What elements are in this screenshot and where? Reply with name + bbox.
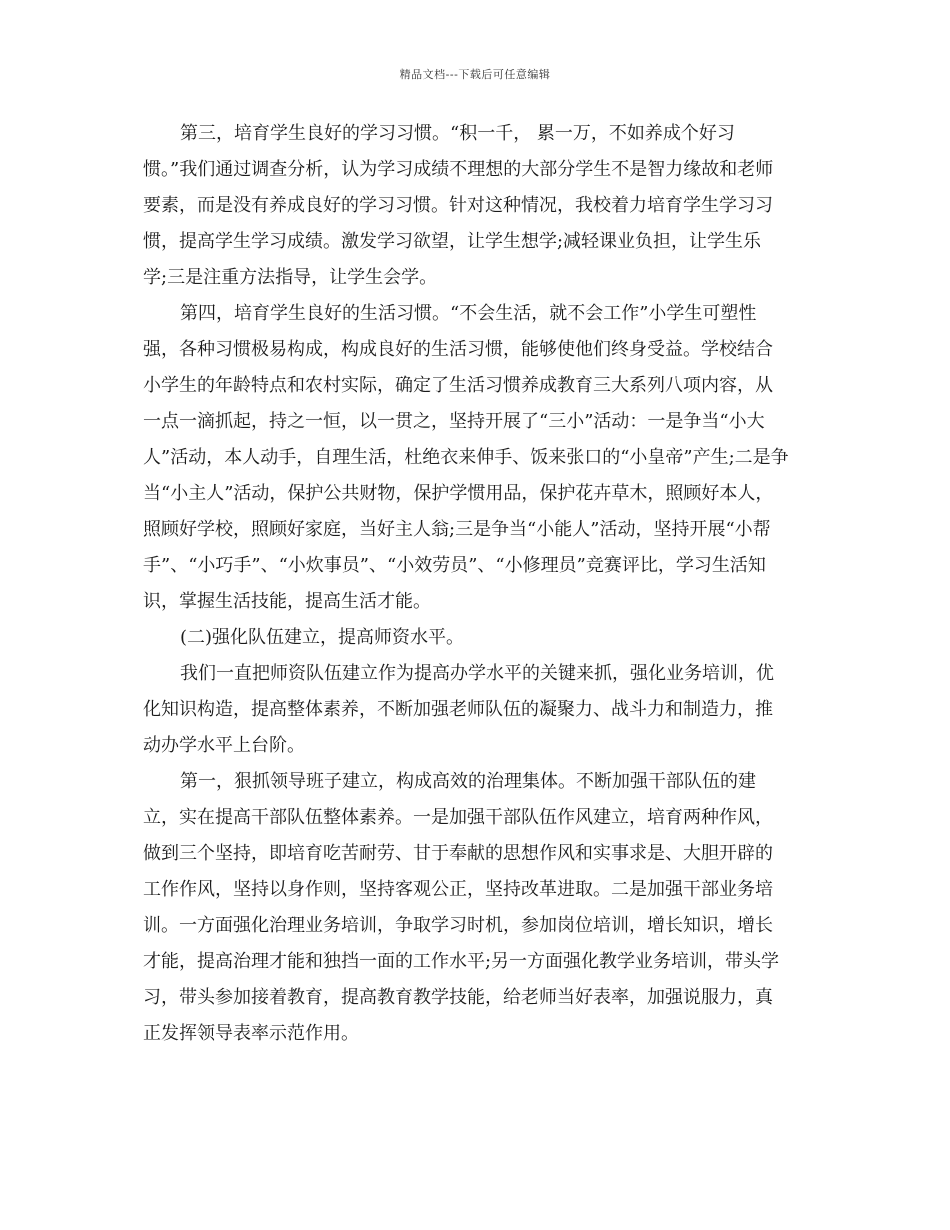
paragraph-leadership: [143, 764, 811, 1052]
text-line: 第一，狠抓领导班子建立，构成高效的治理集体。不断加强干部队伍的建: [180, 771, 756, 792]
text-line: 当“小主人”活动，保护公共财物，保护学惯用品，保护花卉草木，照顾好本人，: [143, 483, 774, 504]
text-line: 惯，提高学生学习成绩。激发学习欲望，让学生想学;减轻课业负担，让学生乐: [143, 231, 762, 252]
text-line: 学;三是注重方法指导，让学生会学。: [143, 267, 438, 288]
paragraph-study-habits: [143, 116, 811, 296]
section-heading: [143, 620, 811, 656]
text-line: 我们一直把师资队伍建立作为提高办学水平的关键来抓，强化业务培训，优: [180, 663, 774, 684]
text-line: 第三，培育学生良好的学习习惯。“积一千， 累一万，不如养成个好习: [180, 123, 735, 144]
text-line: 一点一滴抓起，持之一恒，以一贯之，坚持开展了“三小”活动：一是争当“小大: [143, 411, 765, 432]
text-line: 动办学水平上台阶。: [143, 735, 305, 756]
text-line: 做到三个坚持，即培育吃苦耐劳、甘于奉献的思想作风和实事求是、大胆开辟的: [143, 843, 773, 864]
text-line: 人”活动，本人动手，自理生活，杜绝衣来伸手、饭来张口的“小皇帝”产生;二是争: [143, 447, 789, 468]
text-line: 要素，而是没有养成良好的学习习惯。针对这种情况，我校着力培育学生学习习: [143, 195, 773, 216]
text-line: 第四，培育学生良好的生活习惯。“不会生活，就不会工作”小学生可塑性: [180, 303, 757, 324]
text-line: 工作作风，坚持以身作则，坚持客观公正，坚持改革进取。二是加强干部业务培: [143, 879, 773, 900]
text-line: 训。一方面强化治理业务培训，争取学习时机，参加岗位培训，增长知识，增长: [143, 915, 773, 936]
text-line: 化知识构造，提高整体素养，不断加强老师队伍的凝聚力、战斗力和制造力，推: [143, 699, 773, 720]
text-line: 立，实在提高干部队伍整体素养。一是加强干部队伍作风建立，培育两种作风，: [143, 807, 773, 828]
text-line: 小学生的年龄特点和农村实际，确定了生活习惯养成教育三大系列八项内容，从: [143, 375, 773, 396]
text-line: 照顾好学校，照顾好家庭，当好主人翁;三是争当“小能人”活动，坚持开展“小帮: [143, 519, 771, 540]
text-line: 正发挥领导表率示范作用。: [143, 1023, 359, 1044]
text-line: 强，各种习惯极易构成，构成良好的生活习惯，能够使他们终身受益。学校结合: [143, 339, 773, 360]
paragraph-life-habits: [143, 296, 811, 620]
text-line: 手”、“小巧手”、“小炊事员”、“小效劳员”、“小修理员”竞赛评比，学习生活知: [143, 555, 766, 576]
text-line: 习，带头参加接着教育，提高教育教学技能，给老师当好表率，加强说服力，真: [143, 987, 773, 1008]
text-line: 惯。”我们通过调查分析，认为学习成绩不理想的大部分学生不是智力缘故和老师: [143, 159, 774, 180]
text-line: 识，掌握生活技能，提高生活才能。: [143, 591, 431, 612]
text-line: (二)强化队伍建立，提高师资水平。: [180, 627, 465, 648]
paragraph-teacher-team: [143, 656, 811, 764]
document-body: [143, 116, 811, 1052]
page-header: 精品文档---下载后可任意编辑: [399, 68, 551, 81]
text-line: 才能，提高治理才能和独挡一面的工作水平;另一方面强化教学业务培训，带头学: [143, 951, 780, 972]
